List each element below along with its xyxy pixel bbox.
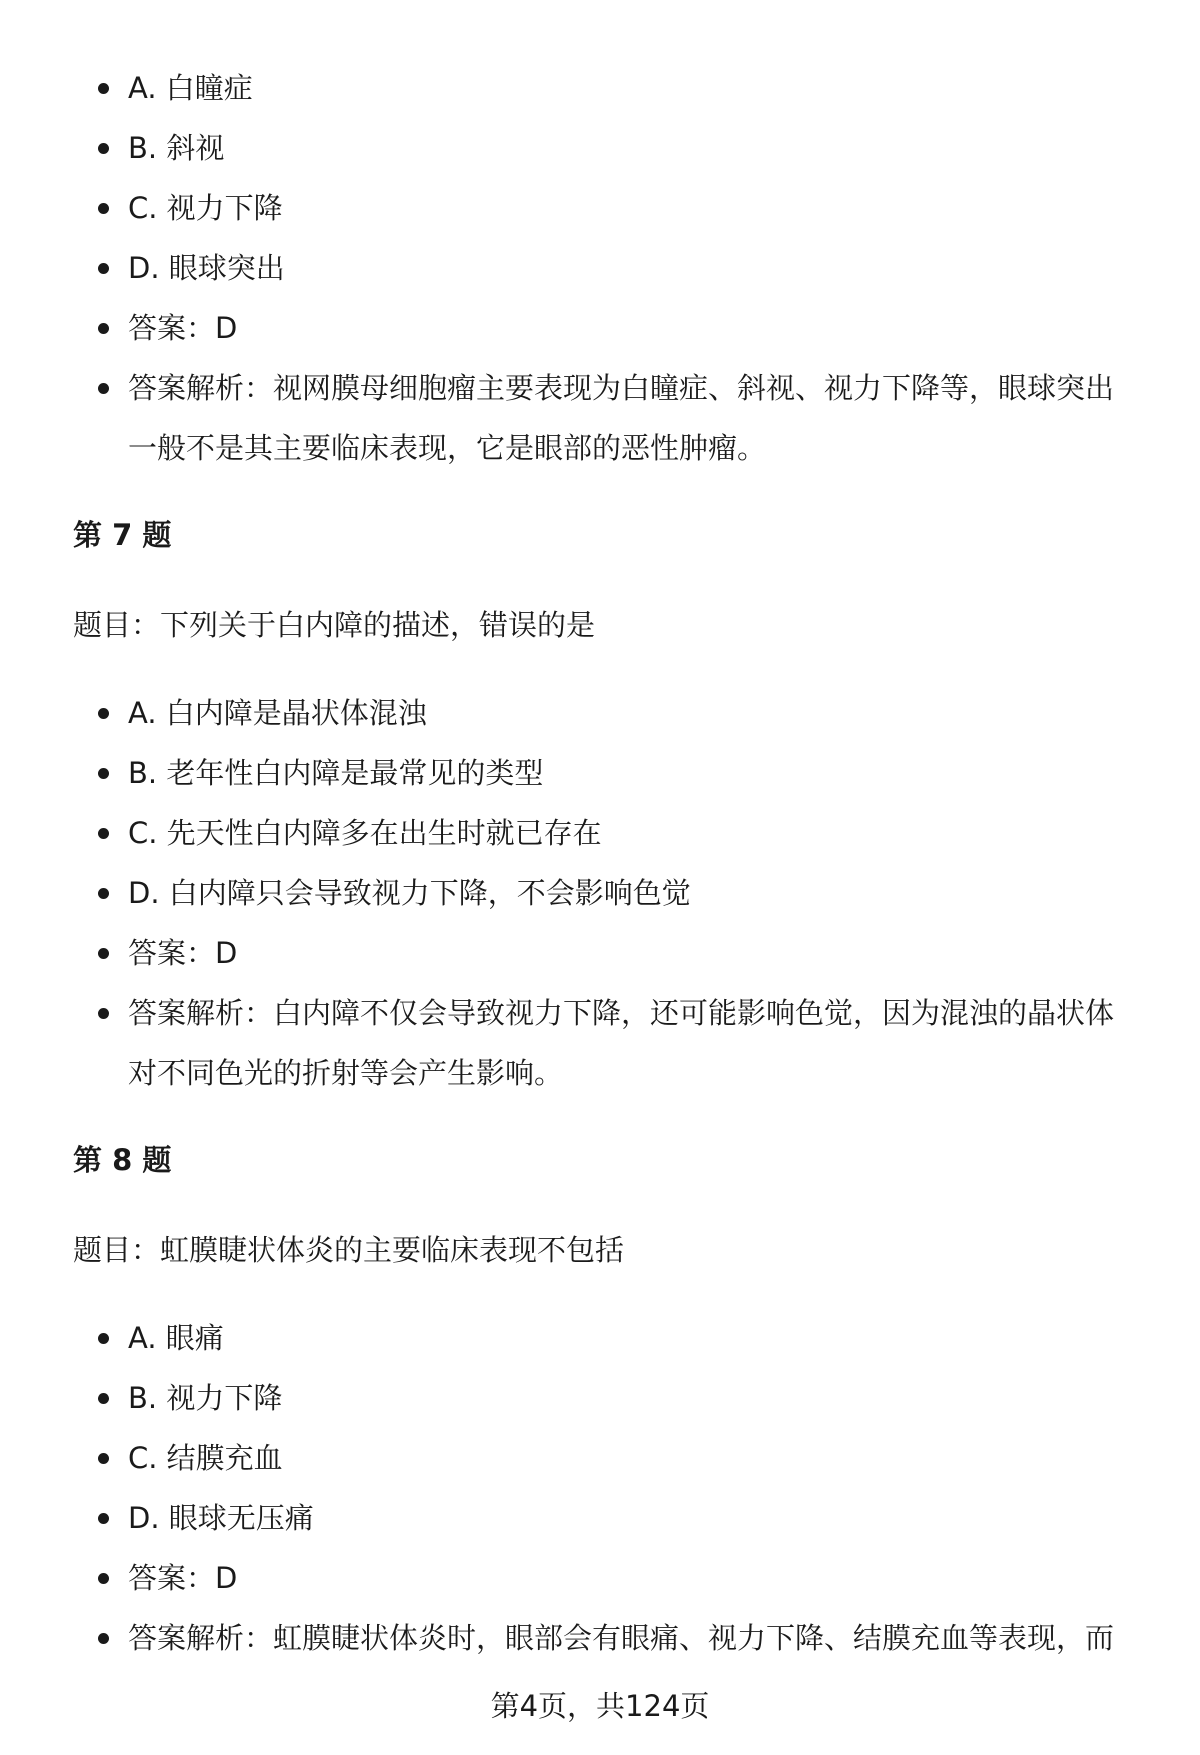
bullet-icon [98, 203, 109, 214]
bullet-icon [98, 1453, 109, 1464]
bullet-icon [98, 768, 109, 779]
bullet-icon [98, 708, 109, 719]
page-number-footer: 第4页，共124页 [490, 1689, 710, 1723]
bullet-icon [98, 1393, 109, 1404]
q8-stem: 题目：虹膜睫状体炎的主要临床表现不包括 [73, 1233, 625, 1267]
q7-stem: 题目：下列关于白内障的描述，错误的是 [73, 608, 596, 642]
q6-options-list [0, 58, 1200, 478]
q6-option-a: A. 白瞳症 [0, 58, 1200, 118]
q6-option-c: C. 视力下降 [0, 178, 1200, 238]
bullet-icon [98, 263, 109, 274]
q8-options-list [0, 1308, 1200, 1668]
q7-options-list [0, 683, 1200, 1103]
q8-option-a: A. 眼痛 [0, 1308, 1200, 1368]
bullet-icon [98, 1008, 109, 1019]
bullet-icon [98, 1333, 109, 1344]
bullet-icon [98, 948, 109, 959]
q6-option-d: D. 眼球突出 [0, 238, 1200, 298]
bullet-icon [98, 1513, 109, 1524]
q7-answer: 答案：D [0, 923, 1200, 983]
bullet-icon [98, 83, 109, 94]
q8-option-d: D. 眼球无压痛 [0, 1488, 1200, 1548]
q7-option-d: D. 白内障只会导致视力下降，不会影响色觉 [0, 863, 1200, 923]
q8-explanation: 答案解析：虹膜睫状体炎时，眼部会有眼痛、视力下降、结膜充血等表现，而 [0, 1608, 1200, 1668]
q8-heading: 第 8 题 [73, 1143, 172, 1177]
bullet-icon [98, 323, 109, 334]
q6-answer: 答案：D [0, 298, 1200, 358]
q7-option-a: A. 白内障是晶状体混浊 [0, 683, 1200, 743]
bullet-icon [98, 828, 109, 839]
q8-answer: 答案：D [0, 1548, 1200, 1608]
q6-explanation: 答案解析：视网膜母细胞瘤主要表现为白瞳症、斜视、视力下降等，眼球突出一般不是其主要临床表现，它是眼部的恶性肿瘤。 [0, 358, 1200, 478]
q8-option-b: B. 视力下降 [0, 1368, 1200, 1428]
q6-option-b: B. 斜视 [0, 118, 1200, 178]
bullet-icon [98, 1633, 109, 1644]
q7-heading: 第 7 题 [73, 518, 172, 552]
q8-option-c: C. 结膜充血 [0, 1428, 1200, 1488]
bullet-icon [98, 383, 109, 394]
bullet-icon [98, 143, 109, 154]
bullet-icon [98, 888, 109, 899]
q7-explanation: 答案解析：白内障不仅会导致视力下降，还可能影响色觉，因为混浊的晶状体对不同色光的折射等会产生影响。 [0, 983, 1200, 1103]
q7-option-c: C. 先天性白内障多在出生时就已存在 [0, 803, 1200, 863]
q7-option-b: B. 老年性白内障是最常见的类型 [0, 743, 1200, 803]
bullet-icon [98, 1573, 109, 1584]
